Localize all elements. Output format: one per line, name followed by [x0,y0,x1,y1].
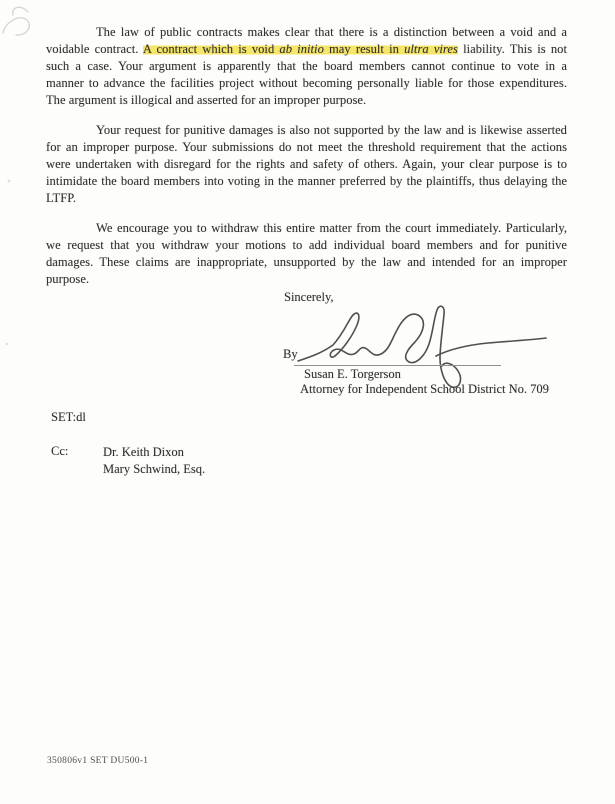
letter-body [46,24,567,301]
closing-salutation: Sincerely, [284,290,334,304]
highlighted-text: ab initio [279,42,324,56]
paragraph [46,24,567,109]
cc-recipient: Mary Schwind, Esq. [103,461,206,476]
body-text-segment: LTFP. [46,191,77,205]
scan-speck [8,180,11,183]
body-text-segment: liability. This is not [457,42,568,56]
reference-initials: SET:dl [51,410,86,424]
body-text-segment: We encourage you to withdraw this entire matter from the court immediately. Particularly, [96,221,567,235]
text-line [46,190,567,207]
text-line [46,41,567,58]
text-line [46,173,567,190]
text-line [46,92,567,109]
body-text-segment: damages. These claims are inappropriate, unsupported by the law and intended for an improper [46,255,567,269]
cc-block [51,444,205,477]
paragraph [46,122,567,207]
text-line [46,237,567,254]
body-text-segment: intimidate the board members into voting in the manner preferred by the plaintiffs, thus delaying the [46,174,567,188]
highlighted-text: ultra vires [404,42,458,56]
text-line [46,220,567,237]
text-line [46,156,567,173]
document-number: 350806v1 SET DU500-1 [47,756,149,766]
body-text-segment: purpose. [46,272,90,286]
body-text-segment: for an improper purpose. Your submissions do not meet the threshold requirement that the actions [46,140,567,154]
body-text-segment: such a case. Your argument is apparently that the board members cannot continue to vote in a [46,59,567,73]
text-line [46,24,567,41]
cc-recipient: Dr. Keith Dixon [103,445,184,459]
signature-line [294,365,501,366]
body-text-segment: we request that you withdraw your motions to add individual board members and for punitive [46,238,567,252]
pen-mark-artifact [3,7,29,35]
text-line [46,254,567,271]
paragraph [46,220,567,288]
by-label: By [283,347,298,361]
cc-recipient-list [103,444,205,477]
highlighted-text: may result in [323,42,405,56]
body-text-segment: Your request for punitive damages is also not supported by the law and is likewise asserted [96,123,567,137]
text-line [46,75,567,92]
cc-label: Cc: [51,444,69,458]
body-text-segment: The law of public contracts makes clear that there is a distinction between a void and a [96,25,567,39]
body-text-segment: The argument is illogical and asserted for an improper purpose. [46,93,367,107]
signer-name: Susan E. Torgerson [304,367,401,381]
body-text-segment: were undertaken with disregard for the rights and safety of others. Again, your clear purpose is to [46,157,567,171]
text-line [46,58,567,75]
body-text-segment: voidable contract. [46,42,143,56]
body-text-segment: manner to advance the facilities project without becoming personally liable for those expenditures. [46,76,567,90]
text-line [46,271,567,288]
text-line [46,122,567,139]
text-line [46,139,567,156]
signer-title: Attorney for Independent School District No. 709 [300,382,549,396]
scan-speck [6,343,8,345]
highlighted-text: A contract which is void [142,42,280,56]
